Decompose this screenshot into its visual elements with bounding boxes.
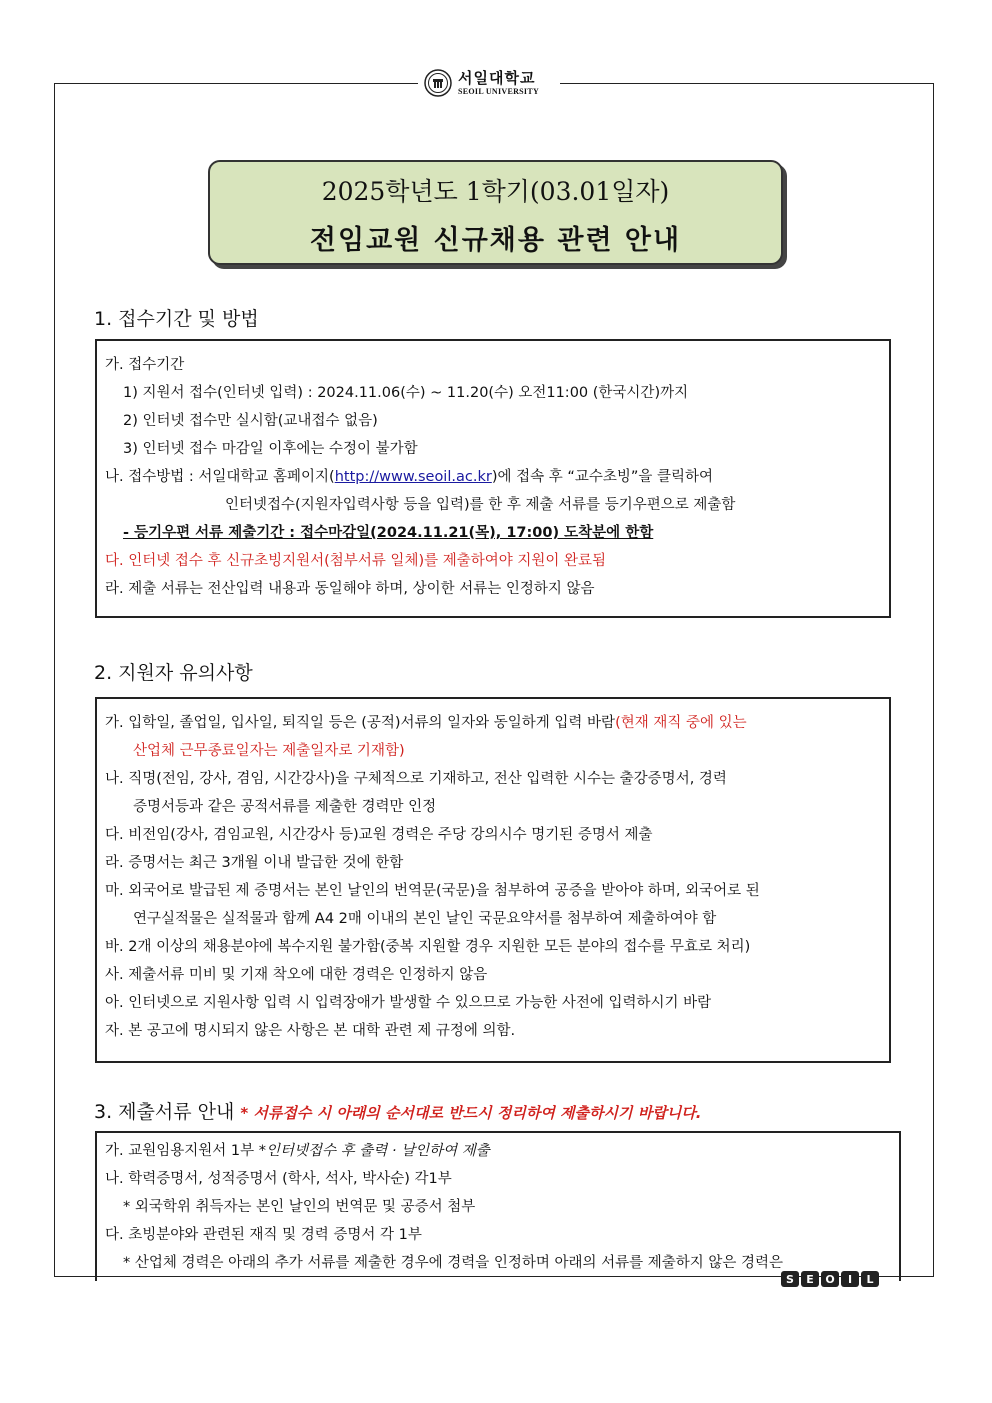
list-item: 아. 인터넷으로 지원사항 입력 시 입력장애가 발생할 수 있으므로 가능한 사전에 입력하시기 바람: [105, 995, 712, 1011]
list-item: 다. 비전임(강사, 겸임교원, 시간강사 등)교원 경력은 주당 강의시수 명기된 증명서 제출: [105, 827, 653, 843]
list-item: 라. 증명서는 최근 3개월 이내 발급한 것에 한함: [105, 855, 404, 871]
logo-korean-name: 서일대학교: [458, 68, 536, 87]
registered-mail-deadline: - 등기우편 서류 제출기간 : 접수마감일(2024.11.21(목), 17:00) 도착분에 한함: [123, 525, 654, 541]
list-item: 다. 초빙분야와 관련된 재직 및 경력 증명서 각 1부: [105, 1227, 422, 1243]
list-item: 나. 접수방법 : 서일대학교 홈페이지(http://www.seoil.ac.kr)에 접속 후 “교수초빙”을 클릭하여: [105, 469, 714, 485]
homepage-link[interactable]: http://www.seoil.ac.kr: [334, 469, 492, 485]
section-3-heading: 3. 제출서류 안내 * 서류접수 시 아래의 순서대로 반드시 정리하여 제출하시기 바랍니다.: [94, 1101, 702, 1123]
list-item: * 산업체 경력은 아래의 추가 서류를 제출한 경우에 경력을 인정하며 아래의 서류를 제출하지 않은 경력은: [123, 1255, 784, 1271]
list-item: * 외국학위 취득자는 본인 날인의 번역문 및 공증서 첨부: [123, 1199, 476, 1215]
list-item: 증명서등과 같은 공적서류를 제출한 경력만 인정: [133, 799, 437, 815]
list-item: 2) 인터넷 접수만 실시함(교내접수 없음): [123, 413, 378, 429]
section-3-box: [95, 1131, 901, 1281]
list-item: 라. 제출 서류는 전산입력 내용과 동일해야 하며, 상이한 서류는 인정하지 않음: [105, 581, 595, 597]
badge-letter: O: [821, 1271, 839, 1287]
badge-letter: E: [801, 1271, 819, 1287]
section-3-note: * 서류접수 시 아래의 순서대로 반드시 정리하여 제출하시기 바랍니다.: [240, 1104, 702, 1122]
section-1-heading: 1. 접수기간 및 방법: [94, 308, 259, 330]
list-item: 나. 직명(전임, 강사, 겸임, 시간강사)을 구체적으로 기재하고, 전산 입력한 시수는 출강증명서, 경력: [105, 771, 727, 787]
list-item: 바. 2개 이상의 채용분야에 복수지원 불가함(중복 지원할 경우 지원한 모든 분야의 접수를 무효로 처리): [105, 939, 751, 955]
title-box: [208, 160, 783, 265]
section-1-box: [95, 339, 891, 618]
list-item: 가. 접수기간: [105, 357, 185, 373]
list-item: 자. 본 공고에 명시되지 않은 사항은 본 대학 관련 제 규정에 의함.: [105, 1023, 516, 1039]
list-item: 인터넷접수(지원자입력사항 등을 입력)를 한 후 제출 서류를 등기우편으로 제출함: [225, 497, 736, 513]
list-item: 사. 제출서류 미비 및 기재 착오에 대한 경력은 인정하지 않음: [105, 967, 488, 983]
section-2-box: [95, 697, 891, 1063]
university-seal-icon: [424, 69, 452, 97]
list-item: 마. 외국어로 발급된 제 증명서는 본인 날인의 번역문(국문)을 첨부하여 공증을 받아야 하며, 외국어로 된: [105, 883, 760, 899]
list-item: 나. 학력증명서, 성적증명서 (학사, 석사, 박사순) 각1부: [105, 1171, 452, 1187]
university-logo: [418, 66, 560, 100]
badge-letter: S: [781, 1271, 799, 1287]
list-item: 가. 교원임용지원서 1부 *인터넷접수 후 출력 · 날인하여 제출: [105, 1143, 490, 1159]
seoil-footer-badge: [781, 1271, 879, 1287]
list-item: 산업체 근무종료일자는 제출일자로 기재함): [133, 743, 405, 759]
logo-english-name: SEOIL UNIVERSITY: [458, 86, 540, 96]
badge-letter: I: [841, 1271, 859, 1287]
title-line-2: 전임교원 신규채용 관련 안내: [309, 225, 682, 256]
list-item: 가. 입학일, 졸업일, 입사일, 퇴직일 등은 (공적)서류의 일자와 동일하게 입력 바람(현재 재직 중에 있는: [105, 715, 747, 731]
list-item: 다. 인터넷 접수 후 신규초빙지원서(첨부서류 일체)를 제출하여야 지원이 완료됨: [105, 553, 607, 569]
badge-letter: L: [861, 1271, 879, 1287]
list-item: 1) 지원서 접수(인터넷 입력) : 2024.11.06(수) ~ 11.20(수) 오전11:00 (한국시간)까지: [123, 385, 689, 401]
list-item: 3) 인터넷 접수 마감일 이후에는 수정이 불가함: [123, 441, 418, 457]
list-item: 연구실적물은 실적물과 함께 A4 2매 이내의 본인 날인 국문요약서를 첨부하여 제출하여야 함: [133, 911, 717, 927]
title-line-1: 2025학년도 1학기(03.01일자): [321, 177, 670, 206]
section-2-heading: 2. 지원자 유의사항: [94, 662, 253, 684]
